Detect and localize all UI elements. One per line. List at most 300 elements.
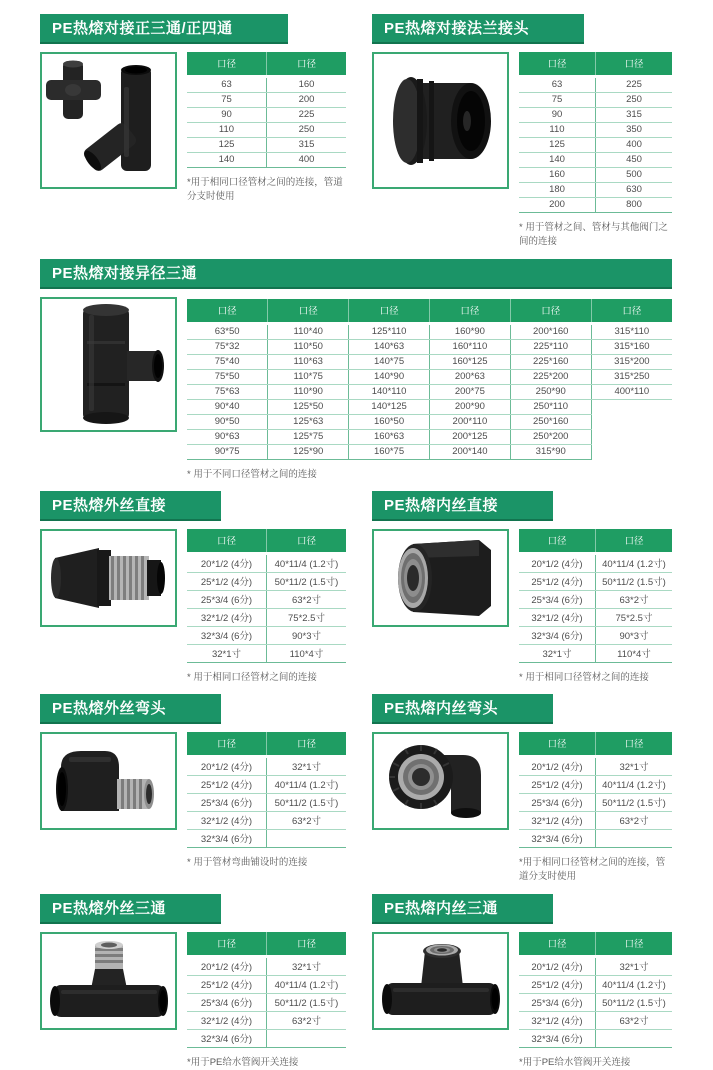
table-row — [187, 444, 672, 459]
spec-table — [187, 932, 346, 1048]
section-title: PE热熔外丝三通 — [52, 899, 167, 917]
table-cell: 32*3/4 (6分) — [519, 830, 596, 848]
table-cell: 50*11/2 (1.5寸) — [267, 993, 347, 1011]
table-cell: 250 — [267, 123, 347, 138]
table-cell: 75*40 — [187, 354, 268, 369]
table-cell: 32*3/4 (6分) — [187, 626, 267, 644]
column-header: 口径 — [429, 299, 510, 324]
table-cell: 75*2.5寸 — [267, 608, 347, 626]
flange-adapter-image — [377, 57, 505, 185]
table-cell: 40*11/4 (1.2寸) — [267, 776, 347, 794]
table-cell: 160 — [519, 168, 596, 183]
table-cell: 450 — [596, 153, 673, 168]
column-header: 口径 — [349, 299, 430, 324]
table-cell: 125*75 — [268, 429, 349, 444]
table-row — [187, 354, 672, 369]
table-cell: 25*3/4 (6分) — [187, 590, 267, 608]
table-cell: 20*1/2 (4分) — [187, 553, 267, 572]
table-cell: 32*1寸 — [267, 956, 347, 975]
table-cell: 63*2寸 — [267, 590, 347, 608]
table-cell: 32*1寸 — [187, 644, 267, 662]
table-cell: 90 — [519, 108, 596, 123]
usage-note: * 用于管材之间、管材与其他阀门之间的连接 — [519, 222, 668, 248]
table-cell: 90*50 — [187, 414, 268, 429]
table-row — [187, 108, 346, 123]
table-cell: 140*90 — [349, 369, 430, 384]
product-image-box — [40, 932, 177, 1030]
product-image-box — [40, 297, 177, 432]
column-header: 口径 — [187, 52, 267, 77]
table-row — [519, 153, 672, 168]
table-cell: 32*1/2 (4分) — [519, 1011, 596, 1029]
column-header: 口径 — [267, 529, 347, 554]
table-cell: 140 — [519, 153, 596, 168]
table-row — [187, 608, 346, 626]
section-title: PE热熔对接正三通/正四通 — [52, 20, 233, 37]
table-cell: 40*11/4 (1.2寸) — [596, 553, 673, 572]
product-image-box — [372, 52, 509, 189]
usage-note: * 用于管材弯曲铺设时的连接 — [187, 857, 308, 868]
column-header: 口径 — [519, 932, 596, 957]
table-cell: 32*1/2 (4分) — [187, 1011, 267, 1029]
table-cell: 110*40 — [268, 323, 349, 339]
product-image-box — [40, 732, 177, 830]
table-cell: 315 — [267, 138, 347, 153]
table-cell: 25*3/4 (6分) — [187, 993, 267, 1011]
table-cell: 110*63 — [268, 354, 349, 369]
table-cell: 63 — [519, 77, 596, 93]
table-row — [187, 975, 346, 993]
table-cell: 63*2寸 — [267, 1011, 347, 1029]
table-row — [187, 956, 346, 975]
table-row — [187, 153, 346, 168]
table-header-row — [187, 299, 672, 324]
section-title-bar — [40, 894, 221, 924]
column-header: 口径 — [519, 529, 596, 554]
table-cell: 200*90 — [429, 399, 510, 414]
table-cell — [591, 414, 672, 429]
table-cell: 125 — [519, 138, 596, 153]
column-header: 口径 — [267, 732, 347, 757]
column-header: 口径 — [510, 299, 591, 324]
table-cell: 140 — [187, 153, 267, 168]
section-title-bar — [40, 259, 672, 289]
table-row — [519, 956, 672, 975]
column-header: 口径 — [596, 932, 673, 957]
table-cell: 90 — [187, 108, 267, 123]
table-cell: 40*11/4 (1.2寸) — [596, 776, 673, 794]
table-row — [187, 323, 672, 339]
table-cell: 110*75 — [268, 369, 349, 384]
product-image-box — [40, 529, 177, 627]
column-header: 口径 — [267, 52, 347, 77]
table-cell: 90*3寸 — [596, 626, 673, 644]
table-row — [519, 1011, 672, 1029]
table-row — [187, 414, 672, 429]
table-row — [519, 626, 672, 644]
table-cell: 75 — [519, 93, 596, 108]
table-cell: 63*2寸 — [596, 812, 673, 830]
table-cell: 25*1/2 (4分) — [187, 572, 267, 590]
male-thread-elbow-image — [47, 737, 171, 825]
table-cell: 500 — [596, 168, 673, 183]
table-cell: 200 — [519, 198, 596, 213]
table-cell: 25*1/2 (4分) — [519, 975, 596, 993]
table-cell: 250*110 — [510, 399, 591, 414]
table-row — [519, 553, 672, 572]
section-butt-tee-cross — [40, 14, 346, 250]
spec-table — [187, 732, 346, 848]
section-title-bar — [372, 491, 553, 521]
table-header-row — [187, 52, 346, 77]
table-cell: 75*63 — [187, 384, 268, 399]
table-row — [187, 794, 346, 812]
table-cell: 225*200 — [510, 369, 591, 384]
table-row — [187, 812, 346, 830]
reducing-tee-fitting-image — [45, 301, 173, 427]
section-title: PE热熔内丝直接 — [384, 496, 499, 514]
table-row — [519, 183, 672, 198]
table-row — [519, 572, 672, 590]
section-title: PE热熔对接法兰接头 — [384, 20, 530, 37]
table-row — [187, 384, 672, 399]
section-title: PE热熔对接异径三通 — [52, 264, 198, 282]
table-cell: 32*1/2 (4分) — [519, 812, 596, 830]
spec-table — [519, 732, 672, 848]
table-cell: 32*1寸 — [519, 644, 596, 662]
female-thread-coupling-image — [379, 534, 503, 622]
table-row — [187, 644, 346, 662]
table-cell: 63 — [187, 77, 267, 93]
table-cell: 20*1/2 (4分) — [187, 956, 267, 975]
table-cell: 125*63 — [268, 414, 349, 429]
table-row — [187, 369, 672, 384]
table-row — [187, 138, 346, 153]
table-cell: 90*63 — [187, 429, 268, 444]
table-cell — [591, 444, 672, 459]
table-cell: 32*1/2 (4分) — [187, 812, 267, 830]
column-header: 口径 — [596, 732, 673, 757]
section-title-bar — [40, 14, 288, 44]
table-row — [187, 1011, 346, 1029]
table-cell: 25*3/4 (6分) — [187, 794, 267, 812]
table-cell: 160*63 — [349, 429, 430, 444]
table-cell: 200*110 — [429, 414, 510, 429]
table-cell: 75*32 — [187, 339, 268, 354]
table-row — [519, 608, 672, 626]
column-header: 口径 — [268, 299, 349, 324]
table-cell: 25*3/4 (6分) — [519, 993, 596, 1011]
table-cell: 32*3/4 (6分) — [187, 830, 267, 848]
table-cell: 110 — [187, 123, 267, 138]
table-cell: 63*2寸 — [596, 590, 673, 608]
table-cell: 32*1寸 — [596, 956, 673, 975]
table-cell — [267, 830, 347, 848]
table-cell: 110 — [519, 123, 596, 138]
table-row — [187, 399, 672, 414]
usage-note: *用于相同口径管材之间的连接，管道分支时使用 — [519, 857, 666, 883]
table-header-row — [519, 52, 672, 77]
table-row — [519, 93, 672, 108]
table-cell: 400*110 — [591, 384, 672, 399]
section-title-bar — [40, 491, 221, 521]
table-cell: 200*140 — [429, 444, 510, 459]
column-header: 口径 — [187, 299, 268, 324]
column-header: 口径 — [519, 52, 596, 77]
table-row — [519, 77, 672, 93]
table-cell: 25*1/2 (4分) — [519, 776, 596, 794]
row-straight-couplings — [40, 491, 672, 685]
table-header-row — [519, 932, 672, 957]
table-cell: 50*11/2 (1.5寸) — [596, 572, 673, 590]
tee-cross-fitting-image — [45, 57, 173, 185]
table-cell: 63*50 — [187, 323, 268, 339]
table-cell: 50*11/2 (1.5寸) — [267, 794, 347, 812]
table-cell: 50*11/2 (1.5寸) — [596, 794, 673, 812]
spec-table — [187, 299, 672, 460]
table-cell: 125 — [187, 138, 267, 153]
usage-note: * 用于不同口径管材之间的连接 — [187, 468, 317, 480]
table-cell: 32*3/4 (6分) — [519, 1029, 596, 1047]
table-cell: 125*90 — [268, 444, 349, 459]
product-image-box — [372, 732, 509, 830]
table-row — [187, 93, 346, 108]
column-header: 口径 — [187, 732, 267, 757]
section-title: PE热熔外丝弯头 — [52, 700, 167, 717]
table-cell — [267, 1029, 347, 1047]
usage-note: *用于PE给水管阀开关连接 — [187, 1056, 299, 1068]
section-title: PE热熔外丝直接 — [52, 496, 167, 514]
section-female-thread-elbow — [372, 694, 672, 885]
table-cell: 160*110 — [429, 339, 510, 354]
product-image-box — [372, 529, 509, 627]
spec-table — [519, 52, 672, 213]
table-cell: 75 — [187, 93, 267, 108]
table-row — [519, 812, 672, 830]
table-row — [519, 776, 672, 794]
table-cell: 32*1/2 (4分) — [187, 608, 267, 626]
table-cell: 200*75 — [429, 384, 510, 399]
table-cell: 160 — [267, 77, 347, 93]
table-cell: 400 — [596, 138, 673, 153]
section-title-bar — [372, 894, 553, 924]
section-title-bar — [40, 694, 221, 724]
table-cell: 225 — [267, 108, 347, 123]
table-row — [519, 123, 672, 138]
table-cell: 315*110 — [591, 323, 672, 339]
row-tees — [40, 894, 672, 1070]
column-header: 口径 — [187, 932, 267, 957]
table-cell: 110*4寸 — [596, 644, 673, 662]
column-header: 口径 — [187, 529, 267, 554]
usage-note: * 用于相同口径管材之间的连接 — [187, 671, 317, 683]
table-row — [187, 626, 346, 644]
table-cell: 140*125 — [349, 399, 430, 414]
section-title: PE热熔内丝三通 — [384, 899, 499, 917]
section-title: PE热熔内丝弯头 — [384, 700, 499, 717]
table-cell: 200 — [267, 93, 347, 108]
table-cell: 20*1/2 (4分) — [519, 956, 596, 975]
table-cell: 315*250 — [591, 369, 672, 384]
table-cell — [591, 399, 672, 414]
table-row — [187, 590, 346, 608]
table-cell: 200*125 — [429, 429, 510, 444]
table-cell: 32*1寸 — [596, 757, 673, 776]
column-header: 口径 — [519, 732, 596, 757]
row-butt-fittings — [40, 14, 672, 250]
table-cell: 50*11/2 (1.5寸) — [596, 993, 673, 1011]
table-cell: 250*160 — [510, 414, 591, 429]
table-cell: 20*1/2 (4分) — [519, 553, 596, 572]
section-male-thread-elbow — [40, 694, 346, 885]
table-cell: 350 — [596, 123, 673, 138]
table-cell: 630 — [596, 183, 673, 198]
spec-table — [519, 529, 672, 663]
table-row — [187, 757, 346, 776]
table-cell: 225 — [596, 77, 673, 93]
table-cell: 400 — [267, 153, 347, 168]
table-cell: 160*75 — [349, 444, 430, 459]
table-cell: 25*1/2 (4分) — [187, 776, 267, 794]
table-cell: 25*1/2 (4分) — [187, 975, 267, 993]
table-cell: 90*40 — [187, 399, 268, 414]
table-row — [187, 776, 346, 794]
table-cell: 160*50 — [349, 414, 430, 429]
section-male-thread-tee — [40, 894, 346, 1070]
table-cell: 180 — [519, 183, 596, 198]
spec-table — [187, 529, 346, 663]
table-cell: 32*1寸 — [267, 757, 347, 776]
table-row — [187, 830, 346, 848]
table-cell: 315*90 — [510, 444, 591, 459]
table-cell: 200*160 — [510, 323, 591, 339]
column-header: 口径 — [596, 52, 673, 77]
table-row — [519, 198, 672, 213]
row-elbows — [40, 694, 672, 885]
table-cell: 20*1/2 (4分) — [187, 757, 267, 776]
table-cell: 40*11/4 (1.2寸) — [596, 975, 673, 993]
table-cell: 32*1/2 (4分) — [519, 608, 596, 626]
table-row — [187, 572, 346, 590]
table-cell: 160*90 — [429, 323, 510, 339]
table-header-row — [519, 529, 672, 554]
table-row — [187, 993, 346, 1011]
table-cell: 63*2寸 — [596, 1011, 673, 1029]
table-cell: 50*11/2 (1.5寸) — [267, 572, 347, 590]
column-header: 口径 — [596, 529, 673, 554]
table-cell: 250*90 — [510, 384, 591, 399]
section-title-bar — [372, 14, 584, 44]
table-row — [519, 644, 672, 662]
table-row — [519, 590, 672, 608]
table-cell: 800 — [596, 198, 673, 213]
table-cell: 63*2寸 — [267, 812, 347, 830]
section-male-thread-coupling — [40, 491, 346, 685]
table-row — [519, 757, 672, 776]
table-cell: 315*160 — [591, 339, 672, 354]
table-row — [519, 794, 672, 812]
table-header-row — [519, 732, 672, 757]
table-cell: 140*75 — [349, 354, 430, 369]
spec-table — [187, 52, 346, 168]
section-title-bar — [372, 694, 553, 724]
table-cell: 25*3/4 (6分) — [519, 794, 596, 812]
table-cell: 25*3/4 (6分) — [519, 590, 596, 608]
table-cell: 125*110 — [349, 323, 430, 339]
table-cell: 90*75 — [187, 444, 268, 459]
table-cell: 40*11/4 (1.2寸) — [267, 975, 347, 993]
male-thread-coupling-image — [47, 534, 171, 622]
table-row — [519, 108, 672, 123]
table-cell: 32*3/4 (6分) — [187, 1029, 267, 1047]
table-cell: 315*200 — [591, 354, 672, 369]
table-cell: 250*200 — [510, 429, 591, 444]
table-header-row — [187, 529, 346, 554]
table-cell — [596, 1029, 673, 1047]
section-female-thread-tee — [372, 894, 672, 1070]
table-cell: 140*63 — [349, 339, 430, 354]
product-image-box — [40, 52, 177, 189]
table-row — [519, 975, 672, 993]
table-cell: 110*90 — [268, 384, 349, 399]
table-cell — [591, 429, 672, 444]
usage-note: *用于相同口径管材之间的连接，管道分支时使用 — [187, 177, 343, 203]
table-row — [519, 830, 672, 848]
table-cell: 90*3寸 — [267, 626, 347, 644]
table-cell: 225*110 — [510, 339, 591, 354]
table-header-row — [187, 732, 346, 757]
table-row — [519, 168, 672, 183]
table-row — [519, 138, 672, 153]
table-cell: 140*110 — [349, 384, 430, 399]
table-row — [187, 339, 672, 354]
female-thread-tee-image — [379, 937, 503, 1025]
table-cell: 200*63 — [429, 369, 510, 384]
table-cell: 25*1/2 (4分) — [519, 572, 596, 590]
table-row — [187, 1029, 346, 1047]
male-thread-tee-image — [47, 937, 171, 1025]
table-cell: 110*50 — [268, 339, 349, 354]
table-row — [519, 1029, 672, 1047]
table-row — [519, 993, 672, 1011]
column-header: 口径 — [267, 932, 347, 957]
table-cell: 110*4寸 — [267, 644, 347, 662]
table-cell: 125*50 — [268, 399, 349, 414]
table-cell: 160*125 — [429, 354, 510, 369]
section-female-thread-coupling — [372, 491, 672, 685]
table-row — [187, 553, 346, 572]
table-cell: 315 — [596, 108, 673, 123]
table-cell: 20*1/2 (4分) — [519, 757, 596, 776]
table-cell — [596, 830, 673, 848]
table-row — [187, 77, 346, 93]
column-header: 口径 — [591, 299, 672, 324]
section-butt-reducing-tee — [40, 259, 672, 482]
female-thread-elbow-image — [379, 737, 503, 825]
table-header-row — [187, 932, 346, 957]
table-cell: 225*160 — [510, 354, 591, 369]
section-butt-flange — [372, 14, 672, 250]
usage-note: * 用于相同口径管材之间的连接 — [519, 671, 649, 683]
table-cell: 250 — [596, 93, 673, 108]
table-cell: 75*2.5寸 — [596, 608, 673, 626]
table-cell: 32*3/4 (6分) — [519, 626, 596, 644]
product-image-box — [372, 932, 509, 1030]
table-cell: 40*11/4 (1.2寸) — [267, 553, 347, 572]
table-cell: 75*50 — [187, 369, 268, 384]
table-row — [187, 123, 346, 138]
spec-table — [519, 932, 672, 1048]
